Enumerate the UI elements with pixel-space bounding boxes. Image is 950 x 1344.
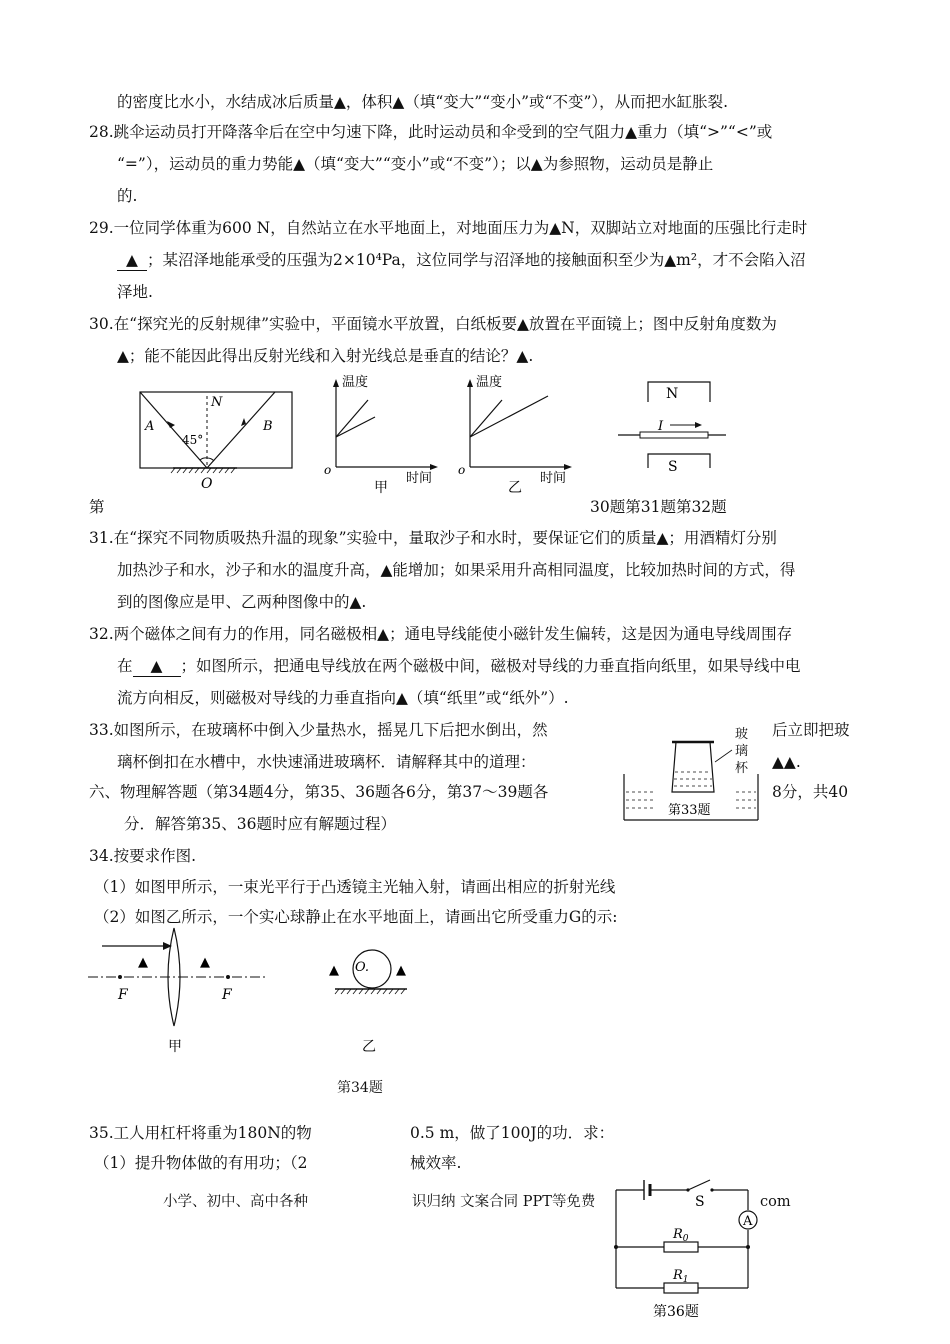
fig-caption-left: 第 — [89, 498, 105, 516]
sec6-line1a: 六、物理解答题（第34题4分，第35、36题各6分，第37～39题各 — [89, 783, 549, 801]
fig34-jia: 甲 — [168, 1039, 182, 1055]
watermark-text-a: 小学、初中、高中各种 — [163, 1194, 308, 1210]
watermark-text-b: 识归纳 文案合同 PPT等免费 — [412, 1194, 596, 1210]
q31-line2: 加热沙子和水，沙子和水的温度升高，▲能增加；如果采用升高相同温度，比较加热时间的方式，得 — [117, 561, 796, 579]
q33-line1a: 33.如图所示，在玻璃杯中倒入少量热水，摇晃几下后把水倒出，然 — [89, 721, 548, 739]
graph-yi-origin: o — [458, 463, 466, 477]
q34-line3: （2）如图乙所示，一个实心球静止在水平地面上，请画出它所受重力G的示: — [94, 908, 618, 926]
graph-jia-name: 甲 — [374, 480, 388, 496]
q32-blank: ▲ — [133, 656, 181, 677]
sec6-line1b: 8分，共40 — [772, 783, 849, 801]
graph-yi-ylabel: 温度 — [476, 375, 503, 390]
q35-line2a: （1）提升物体做的有用功；（2 — [94, 1154, 308, 1172]
graph-jia-ylabel: 温度 — [342, 375, 369, 390]
label-N: N — [211, 395, 223, 410]
fig34-answer-mark-2: ▲ — [200, 955, 210, 970]
sec6-line2: 分．解答第35、36题时应有解题过程） — [124, 815, 396, 833]
q29-line2-text: ；某沼泽地能承受的压强为2×10⁴Pa，这位同学与沼泽地的接触面积至少为▲m²，才不会陷入沼 — [147, 251, 806, 269]
q33-line1b: 后立即把玻 — [772, 721, 850, 739]
resistor-R1-label: $R_1$ — [673, 1268, 689, 1285]
label-A: A — [145, 419, 155, 434]
magnet-I: I — [658, 419, 664, 434]
q35-line1a: 35.工人用杠杆将重为180N的物 — [89, 1124, 312, 1142]
q32-line2-pre: 在 — [117, 657, 133, 675]
fig34-yi: 乙 — [362, 1039, 376, 1055]
graph-jia-origin: o — [324, 463, 332, 477]
fig34-caption: 第34题 — [337, 1080, 383, 1096]
q31-line1: 31.在“探究不同物质吸热升温的现象”实验中，量取沙子和水时，要保证它们的质量▲；用酒精灯分别 — [89, 529, 777, 547]
q32-line2-text: ；如图所示，把通电导线放在两个磁极中间，磁极对导线的力垂直指向纸里，如果导线中电 — [180, 657, 801, 675]
switch-S: S — [695, 1194, 705, 1210]
convex-lens-diagram — [88, 925, 268, 1060]
graph-yi — [452, 370, 582, 496]
q34-line1: 34.按要求作图. — [89, 847, 197, 865]
ball-center-O: O. — [355, 960, 370, 975]
q29-line2 — [117, 250, 806, 271]
fig34-answer-mark-4: ▲ — [396, 963, 406, 978]
ball-on-ground-diagram — [325, 940, 425, 1060]
q33-line2a: 璃杯倒扣在水槽中，水快速涌进玻璃杯．请解释其中的道理： — [117, 753, 536, 771]
magnet-N: N — [666, 386, 679, 402]
fig36-caption: 第36题 — [653, 1304, 699, 1320]
q27-line1: 的密度比水小，水结成冰后质量▲，体积▲（填“变大”“变小”或“不变”），从而把水缸胀裂. — [117, 93, 729, 111]
focus-F-right: F — [222, 987, 232, 1003]
q32-line1: 32.两个磁体之间有力的作用，同名磁极相▲；通电导线能使小磁针发生偏转，这是因为通电导线周围存 — [89, 625, 793, 643]
graph-jia-xlabel: 时间 — [406, 471, 433, 486]
q28-line3: 的. — [117, 187, 138, 205]
fig-caption-right: 30题第31题第32题 — [590, 498, 727, 516]
graph-yi-xlabel: 时间 — [540, 471, 567, 486]
label-B: B — [263, 419, 273, 434]
q29-line3: 泽地. — [117, 283, 153, 301]
fig33-caption: 第33题 — [668, 803, 711, 818]
q29-blank: ▲ — [117, 250, 147, 271]
watermark-text-c: com — [760, 1194, 791, 1210]
fig34-answer-mark-3: ▲ — [329, 963, 339, 978]
q35-line1b: 0.5 m，做了100J的功．求： — [410, 1124, 615, 1142]
q34-line2: （1）如图甲所示，一束光平行于凸透镜主光轴入射，请画出相应的折射光线 — [94, 878, 616, 896]
q33-line2b: ▲▲. — [772, 753, 801, 771]
magnet-S: S — [668, 459, 678, 475]
reflection-diagram — [125, 380, 295, 495]
fig33-label: 玻璃杯 — [735, 727, 749, 776]
fig34-answer-mark-1: ▲ — [138, 955, 148, 970]
magnet-diagram — [600, 378, 740, 490]
label-O: O — [201, 476, 213, 492]
q35-line2b: 械效率. — [410, 1154, 462, 1172]
q29-line1: 29.一位同学体重为600 N，自然站立在水平地面上，对地面压力为▲N，双脚站立对地面的压强比行走时 — [89, 219, 808, 237]
q31-line3: 到的图像应是甲、乙两种图像中的▲. — [117, 593, 367, 611]
circuit-diagram — [600, 1172, 770, 1340]
q28-line1: 28.跳伞运动员打开降落伞后在空中匀速下降，此时运动员和伞受到的空气阻力▲重力（填“>”“<”或 — [89, 123, 773, 141]
q30-line2: ▲；能不能因此得出反射光线和入射光线总是垂直的结论？▲. — [117, 347, 534, 365]
graph-jia — [318, 370, 448, 496]
focus-F-left: F — [118, 987, 128, 1003]
ammeter-A: A — [743, 1214, 753, 1229]
q32-line2 — [117, 656, 801, 677]
q28-line2: “=”），运动员的重力势能▲（填“变大”“变小”或“不变”）；以▲为参照物，运动员是静止 — [117, 155, 714, 173]
graph-yi-name: 乙 — [508, 480, 522, 496]
angle-45: 45° — [182, 433, 204, 447]
q32-line3: 流方向相反，则磁极对导线的力垂直指向▲（填“纸里”或“纸外”）. — [117, 689, 569, 707]
q30-line1: 30.在“探究光的反射规律”实验中，平面镜水平放置，白纸板要▲放置在平面镜上；图中反射角度数为 — [89, 315, 777, 333]
resistor-R0-label: $R_0$ — [673, 1227, 689, 1244]
